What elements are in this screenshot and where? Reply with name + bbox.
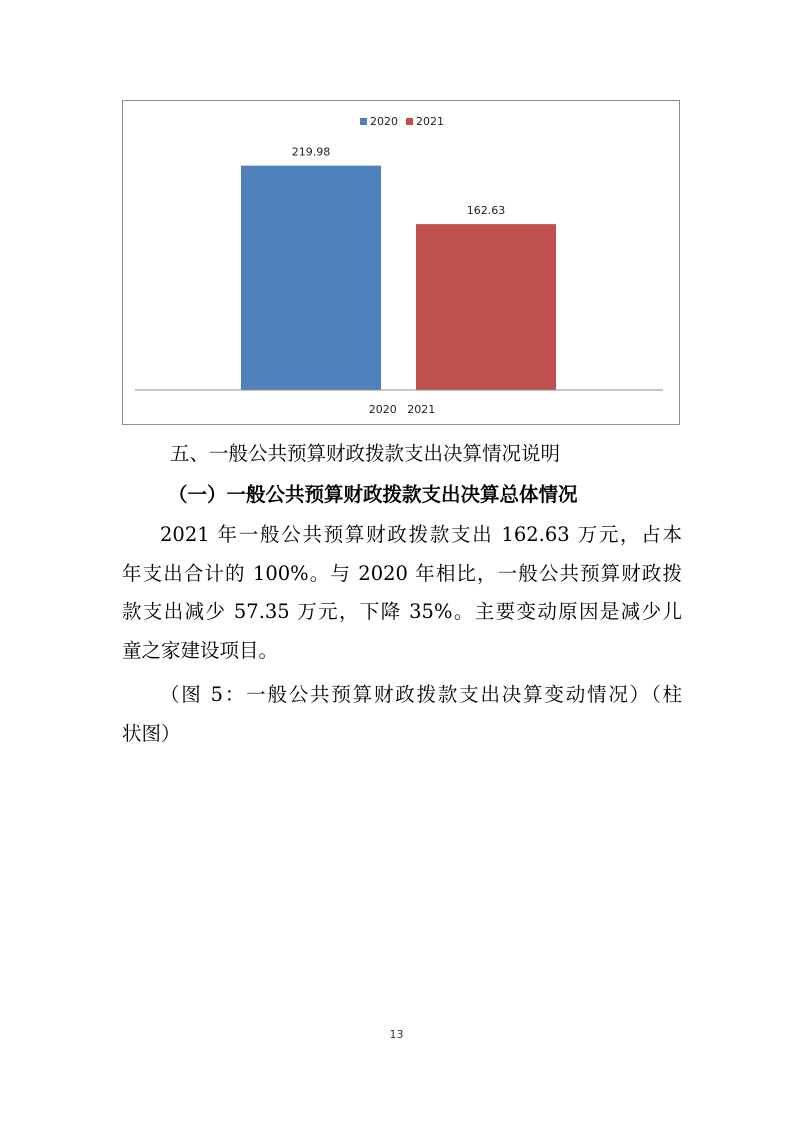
sub-heading: （一）一般公共预算财政拨款支出决算总体情况: [168, 483, 578, 506]
paragraph-line: 2021 年一般公共预算财政拨款支出 162.63 万元，占本: [160, 523, 682, 546]
legend-swatch-2021: [406, 118, 413, 125]
section-heading: 五、一般公共预算财政拨款支出决算情况说明: [170, 442, 561, 465]
legend-swatch-2020: [360, 118, 367, 125]
paragraph-line: 状图）: [122, 721, 181, 745]
summary-paragraph: [122, 516, 682, 670]
page-number: 13: [389, 1028, 404, 1041]
value-label-2020: 219.98: [291, 145, 331, 159]
x-axis-category-labels: 2020 2021: [368, 403, 436, 416]
bar-chart: [122, 100, 680, 425]
paragraph-line: （图 5：一般公共预算财政拨款支出决算变动情况）（柱: [160, 683, 682, 706]
figure-caption-paragraph: [122, 676, 682, 753]
paragraph-line: 年支出合计的 100%。与 2020 年相比，一般公共预算财政拨: [122, 561, 682, 585]
bar-2020: [241, 166, 381, 390]
legend-label-2020: 2020: [370, 115, 398, 128]
value-label-2021: 162.63: [466, 204, 506, 218]
paragraph-line: 童之家建设项目。: [122, 638, 279, 662]
legend-label-2021: 2021: [416, 115, 444, 128]
chart-legend: [360, 115, 444, 128]
bar-2021: [416, 224, 556, 390]
paragraph-line: 款支出减少 57.35 万元，下降 35%。主要变动原因是减少儿: [122, 600, 682, 623]
